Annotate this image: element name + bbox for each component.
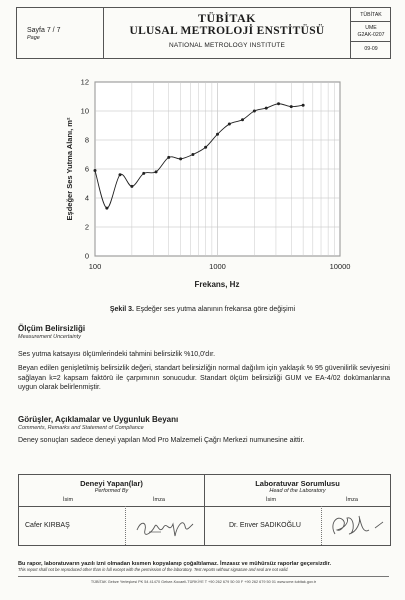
data-point (216, 133, 219, 136)
x-tick-label: 100 (88, 262, 102, 271)
x-axis-ticks (89, 262, 351, 271)
comments-text: Deney sonuçları sadece deneyi yapılan Mod Pro Malzemeli Çağrı Merkezi numunesine aittir. (18, 437, 305, 444)
data-point (277, 102, 280, 105)
comments-heading: Görüşler, Açıklamalar ve Uygunluk Beyanı (18, 415, 179, 424)
form-revision: 09-09 (364, 46, 378, 52)
signature-divider-horizontal (19, 506, 390, 507)
performed-by-name: Cafer KIRBAŞ (25, 522, 70, 529)
data-point (105, 207, 108, 210)
y-tick-label: 10 (80, 106, 89, 116)
page-number-en: Page (27, 35, 40, 41)
footer-divider (18, 576, 389, 577)
data-point (228, 123, 231, 126)
y-tick-label: 8 (84, 135, 89, 145)
data-point (302, 104, 305, 107)
org-name-tubitak: TÜBİTAK (198, 11, 256, 25)
org-name-en: NATIONAL METROLOGY INSTITUTE (169, 42, 285, 49)
performed-by-subdivider (125, 506, 126, 545)
data-point (167, 156, 170, 159)
lab-head-title: Laboratuvar Sorumlusu (255, 479, 340, 488)
data-point (253, 110, 256, 113)
y-tick-label: 12 (80, 77, 89, 87)
performed-by-name-col: İsim (63, 497, 74, 503)
uncertainty-heading: Ölçüm Belirsizliği (18, 324, 86, 333)
comments-subheading: Comments, Remarks and Statement of Compliance (18, 425, 144, 431)
data-point (290, 105, 293, 108)
y-axis-label: Eşdeğer Ses Yutma Alanı, m² (65, 117, 74, 221)
figure-caption-text: Eşdeğer ses yutma alanının frekansa göre değişimi (134, 306, 296, 313)
form-code-number: G2AK-0207 (357, 32, 385, 38)
uncertainty-paragraph-1: Ses yutma katsayısı ölçümlerindeki tahmini belirsizlik %10,0'dır. (18, 351, 216, 358)
footer-address: TÜBİTAK Gebze Yerleşkesi PK 54 41470 Gebze-Kocaeli-TÜRKİYE T +90 262 679 50 00 F +90 262 679 50 01 www.ume.tubitak.gov.tr (90, 580, 317, 584)
y-tick-label: 2 (84, 222, 89, 232)
footer-copy-notice-tr: Bu rapor, laboratuvarın yazılı izni olmadan kısmen kopyalanıp çoğaltılamaz. İmzasız ve mühürsüz raporlar geçersizdir. (18, 561, 332, 567)
chart-grid (95, 82, 340, 256)
form-code-org: TÜBİTAK (360, 12, 382, 18)
data-point (155, 170, 158, 173)
form-code-ume: UME (365, 25, 377, 31)
lab-head-name-col: İsim (266, 497, 277, 503)
data-point (130, 185, 133, 188)
y-tick-label: 0 (84, 251, 89, 261)
uncertainty-paragraph-2: Beyan edilen genişletilmiş belirsizlik değeri, standart belirsizliğin normal dağılım için yaklaşık % 95 güvenilirlik seviyesini sağlayan k=2 kapsam faktörü ile çarpımının sonucudur. Standart ölçüm belirsizliği GUM ve EA-4/02 dokümanlarına uygun olarak belirlenmiştir. (18, 365, 390, 392)
lab-head-name: Dr. Enver SADIKOĞLU (229, 522, 301, 529)
lab-head-signature (325, 508, 389, 544)
data-point (191, 153, 194, 156)
lab-head-subtitle: Head of the Laboratory (269, 488, 326, 494)
figure-caption (0, 306, 405, 313)
data-point (241, 118, 244, 121)
performed-by-title: Deneyi Yapan(lar) (80, 479, 143, 488)
data-point (179, 157, 182, 160)
performed-by-sign-col: İmza (153, 497, 165, 503)
x-axis-label: Frekans, Hz (194, 280, 240, 289)
data-point (94, 169, 97, 172)
org-name-ume: ULUSAL METROLOJİ ENSTİTÜSÜ (129, 25, 325, 37)
data-point (204, 146, 207, 149)
x-tick-label: 10000 (329, 262, 351, 271)
lab-head-sign-col: İmza (346, 497, 358, 503)
lab-head-subdivider (321, 506, 322, 545)
footer-copy-notice-en: This report shall not be reproduced other than in full except with the permission of the laboratory. Test reports without signature and seal are not valid. (18, 567, 289, 572)
signature-table (18, 474, 391, 546)
page-number: Sayfa 7 / 7 (27, 27, 61, 34)
data-point (142, 172, 145, 175)
data-point (119, 173, 122, 176)
uncertainty-subheading: Measurement Uncertainty (18, 334, 81, 340)
data-point (265, 107, 268, 110)
x-tick-label: 1000 (209, 262, 226, 271)
y-axis-ticks (81, 78, 89, 261)
figure-caption-label: Şekil 3. (109, 306, 135, 313)
performed-by-subtitle: Performed By (94, 488, 129, 494)
y-tick-label: 6 (84, 164, 89, 174)
performed-by-signature (131, 508, 201, 544)
y-tick-label: 4 (84, 193, 89, 203)
